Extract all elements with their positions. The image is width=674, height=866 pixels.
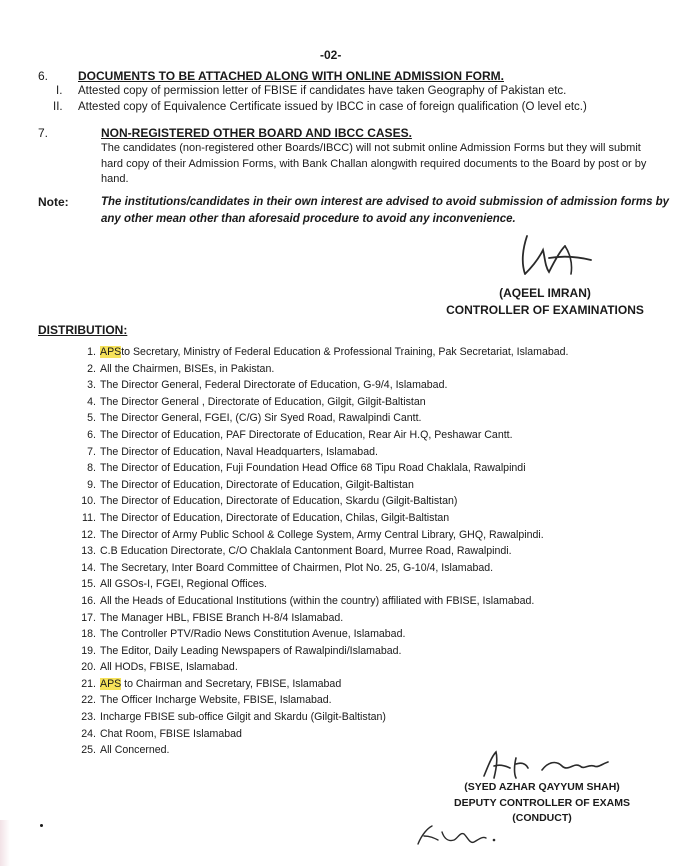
section-7-title: NON-REGISTERED OTHER BOARD AND IBCC CASES. (101, 126, 412, 140)
distribution-item-body: to Chairman and Secretary, FBISE, Islamabad (121, 677, 342, 690)
distribution-item-body: All Concerned. (100, 744, 170, 757)
distribution-item (0, 562, 674, 579)
distribution-item-text (100, 645, 402, 657)
distribution-item-text (100, 363, 274, 375)
distribution-item-text (100, 562, 493, 574)
note-line: The institutions/candidates in their own interest are advised to avoid submission of admission forms by (101, 196, 670, 208)
distribution-item (0, 363, 674, 380)
distribution-item-body: The Secretary, Inter Board Committee of Chairmen, Plot No. 25, G-10/4, Islamabad. (100, 561, 494, 574)
distribution-item-number: 7. (87, 445, 96, 458)
deputy-controller-designation: DEPUTY CONTROLLER OF EXAMS (454, 796, 630, 809)
distribution-item-number: 5. (87, 412, 96, 425)
stray-mark (40, 824, 43, 827)
distribution-item-number: 22. (81, 694, 96, 707)
distribution-item-body: The Director of Education, Directorate of Education, Chilas, Gilgit-Baltistan (100, 511, 450, 524)
distribution-item-text (100, 512, 449, 524)
distribution-item-number: 12. (81, 528, 96, 541)
distribution-item (0, 711, 674, 728)
page-edge-shadow (0, 820, 10, 866)
distribution-item-number: 11. (82, 511, 96, 524)
distribution-item-number: 3. (87, 379, 96, 392)
distribution-item (0, 396, 674, 413)
distribution-item-number: 14. (81, 561, 96, 574)
distribution-item-body: All the Heads of Educational Institutions (within the country) affiliated with FBISE, Islamabad. (100, 594, 535, 607)
distribution-item-text (100, 462, 526, 474)
page-number: -02- (320, 48, 342, 62)
distribution-item-text (100, 728, 242, 740)
distribution-item-text (100, 446, 378, 458)
distribution-item-text (100, 429, 513, 441)
distribution-item (0, 495, 674, 512)
distribution-item-text (100, 346, 569, 358)
distribution-item-body: The Controller PTV/Radio News Constitution Avenue, Islamabad. (100, 628, 406, 641)
distribution-item-body: Incharge FBISE sub-office Gilgit and Skardu (Gilgit-Baltistan) (100, 711, 386, 724)
distribution-item-body: The Director of Education, Directorate of Education, Skardu (Gilgit-Baltistan) (100, 495, 458, 508)
distribution-item-body: The Director of Education, PAF Directorate of Education, Rear Air H.Q, Peshawar Cantt. (100, 428, 513, 441)
distribution-item-body: The Director General, Federal Directorate of Education, G-9/4, Islamabad. (100, 379, 448, 392)
distribution-item (0, 412, 674, 429)
distribution-item-body: All the Chairmen, BISEs, in Pakistan. (100, 362, 275, 375)
distribution-item-text (100, 396, 426, 408)
distribution-item (0, 678, 674, 695)
distribution-item (0, 446, 674, 463)
section-6-title: DOCUMENTS TO BE ATTACHED ALONG WITH ONLINE ADMISSION FORM. (78, 69, 504, 83)
controller-signature (515, 228, 595, 284)
distribution-item-number: 19. (81, 644, 96, 657)
distribution-item (0, 645, 674, 662)
section-6-item-1-text: Attested copy of permission letter of FBISE if candidates have taken Geography of Pakistan etc. (78, 85, 567, 97)
distribution-item-text (100, 711, 386, 723)
distribution-item-number: 17. (81, 611, 96, 624)
distribution-item-text (100, 479, 414, 491)
distribution-item (0, 346, 674, 363)
distribution-item-number: 25. (81, 744, 96, 757)
distribution-item-text (100, 694, 332, 706)
distribution-item-body: to Secretary, Ministry of Federal Education & Professional Training, Pak Secretariat, Islamabad. (121, 346, 569, 358)
distribution-item (0, 462, 674, 479)
distribution-item-number: 24. (81, 727, 96, 740)
distribution-item-number: 15. (81, 578, 96, 591)
distribution-item (0, 578, 674, 595)
highlighted-aps: APS (100, 346, 122, 358)
distribution-item (0, 429, 674, 446)
distribution-item-text (100, 628, 405, 640)
distribution-item-number: 4. (87, 395, 96, 408)
distribution-item-text (100, 595, 534, 607)
distribution-item-number: 16. (81, 594, 96, 607)
distribution-item-body: The Director General, FGEI, (C/G) Sir Syed Road, Rawalpindi Cantt. (100, 412, 422, 425)
section-6-item-2-numeral: II. (53, 101, 63, 113)
distribution-title: DISTRIBUTION: (38, 323, 128, 337)
distribution-item (0, 379, 674, 396)
distribution-item-number: 18. (81, 628, 96, 641)
distribution-item (0, 661, 674, 678)
distribution-item-body: The Manager HBL, FBISE Branch H-8/4 Islamabad. (100, 611, 344, 624)
note-line: any other mean other than aforesaid procedure to avoid any inconvenience. (101, 213, 516, 225)
distribution-item-text (100, 612, 343, 624)
distribution-item-body: The Director General , Directorate of Education, Gilgit, Gilgit-Baltistan (100, 395, 426, 408)
section-6-number: 6. (38, 69, 49, 83)
section-7-paragraph (101, 141, 646, 188)
distribution-item-number: 21. (81, 677, 96, 690)
distribution-item (0, 628, 674, 645)
controller-signature-block (425, 285, 665, 319)
distribution-item-body: The Director of Education, Directorate of Education, Gilgit-Baltistan (100, 478, 414, 491)
deputy-controller-unit: (CONDUCT) (512, 812, 572, 824)
distribution-item-number: 2. (87, 362, 96, 375)
distribution-item-text (100, 529, 544, 541)
distribution-item-number: 9. (87, 478, 96, 491)
distribution-item (0, 545, 674, 562)
section-7-line: The candidates (non-registered other Boards/IBCC) will not submit online Admission Forms but they will submit (101, 142, 641, 154)
distribution-item-body: All HODs, FBISE, Islamabad. (100, 661, 238, 674)
distribution-item (0, 512, 674, 529)
note-label: Note: (38, 195, 69, 209)
distribution-item (0, 612, 674, 629)
distribution-item (0, 479, 674, 496)
distribution-item (0, 595, 674, 612)
distribution-item-body: The Director of Education, Naval Headquarters, Islamabad. (100, 445, 378, 458)
distribution-item-body: The Officer Incharge Website, FBISE, Islamabad. (100, 694, 332, 707)
distribution-item-body: The Director of Education, Fuji Foundation Head Office 68 Tipu Road Chaklala, Rawalpindi (100, 462, 526, 475)
distribution-item (0, 728, 674, 745)
distribution-item-text (100, 678, 341, 690)
distribution-item (0, 529, 674, 546)
distribution-item-number: 13. (81, 545, 96, 558)
distribution-item-text (100, 545, 512, 557)
distribution-item-text (100, 578, 267, 590)
section-7-line: hand. (101, 173, 129, 185)
distribution-item-number: 23. (81, 711, 96, 724)
distribution-item-number: 10. (81, 495, 96, 508)
note-text (101, 194, 669, 228)
highlighted-aps: APS (100, 677, 122, 690)
section-7-line: hard copy of their Admission Forms, with Bank Challan alongwith required documents to the Board by post or by (101, 157, 647, 170)
deputy-controller-signature (470, 748, 620, 782)
distribution-item-number: 20. (81, 661, 96, 674)
distribution-item-text (100, 412, 421, 424)
section-7-number: 7. (38, 126, 49, 140)
distribution-list (0, 346, 674, 761)
deputy-controller-name: (SYED AZHAR QAYYUM SHAH) (464, 781, 620, 793)
distribution-item-text (100, 495, 457, 507)
distribution-item (0, 694, 674, 711)
distribution-item-number: 1. (87, 346, 96, 358)
distribution-item-body: All GSOs-I, FGEI, Regional Offices. (100, 578, 268, 591)
distribution-item-number: 8. (87, 462, 96, 475)
distribution-item-body: C.B Education Directorate, C/O Chaklala Cantonment Board, Murree Road, Rawalpindi. (100, 545, 512, 558)
distribution-item-text (100, 379, 447, 391)
distribution-item-number: 6. (87, 428, 96, 441)
section-6-item-1-numeral: I. (56, 85, 63, 97)
distribution-item-body: The Editor, Daily Leading Newspapers of Rawalpindi/Islamabad. (100, 644, 402, 657)
distribution-item-body: The Director of Army Public School & College System, Army Central Library, GHQ, Rawalpindi. (100, 528, 544, 541)
initials-scribble (408, 814, 528, 854)
controller-designation: CONTROLLER OF EXAMINATIONS (446, 303, 644, 317)
distribution-item-body: Chat Room, FBISE Islamabad (100, 727, 242, 740)
controller-name: (AQEEL IMRAN) (499, 286, 591, 300)
distribution-item-text (100, 744, 170, 756)
distribution-item-text (100, 661, 238, 673)
section-6-item-2-text: Attested copy of Equivalence Certificate issued by IBCC in case of foreign qualification (O level etc.) (78, 101, 587, 113)
